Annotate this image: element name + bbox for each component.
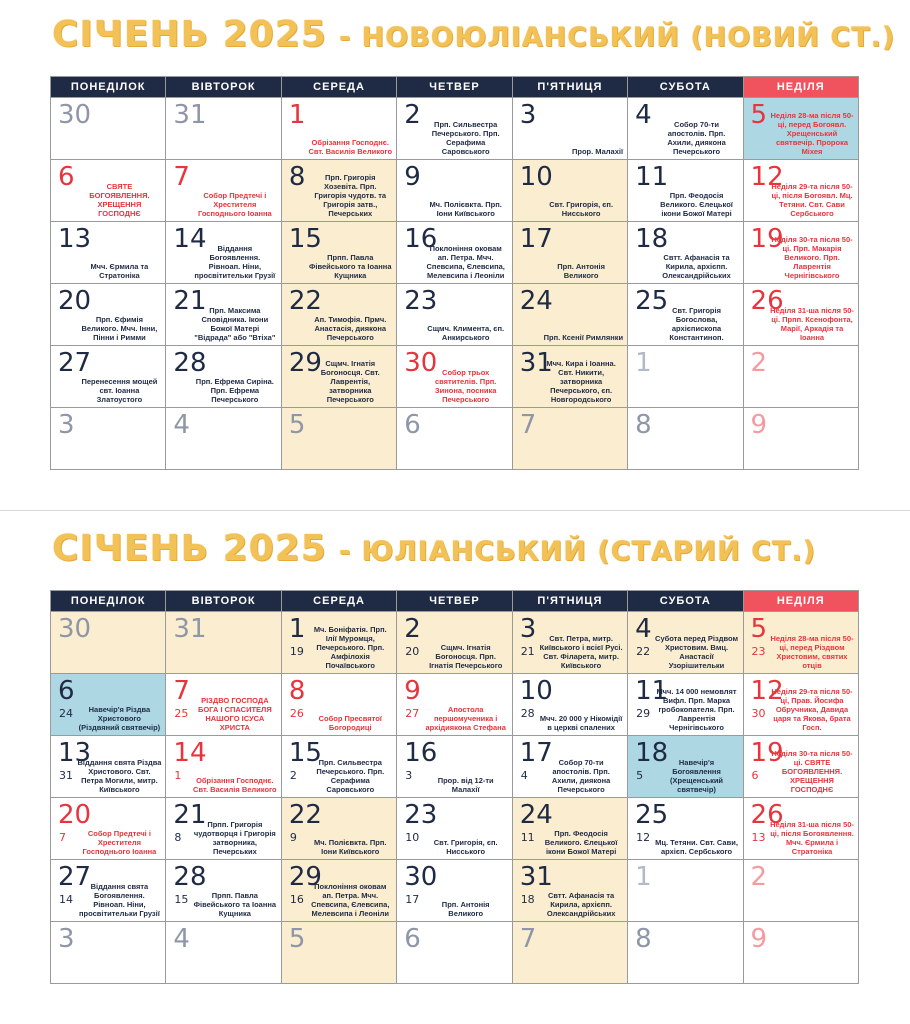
day-cell: [281, 612, 396, 674]
week-row: [51, 346, 859, 408]
day-commemoration: Мц. Тетяни. Свт. Сави, архієп. Сербського: [655, 838, 738, 856]
day-number: 6: [58, 676, 75, 706]
day-number: 11: [635, 676, 669, 706]
day-number: 2: [750, 862, 768, 892]
day-number: 2: [404, 614, 421, 644]
week-row: [51, 674, 859, 736]
day-number: 8: [288, 162, 306, 192]
day-cell: [166, 284, 281, 346]
day-number: 22: [288, 800, 322, 830]
day-commemoration: Навечір'я Різдва Христового (Різдвяний святвечір): [78, 705, 161, 732]
weekday-header: ЧЕТВЕР: [397, 77, 512, 98]
day-number: 26: [750, 800, 784, 830]
day-commemoration: Мчч. 20 000 у Нікомідії в церкві спалених: [539, 714, 623, 732]
day-cell: [281, 160, 396, 222]
weekday-header: ЧЕТВЕР: [397, 591, 512, 612]
day-commemoration: Собор Пресвятої Богородиці: [318, 714, 382, 732]
day-commemoration: Прпп. Павла Фівейського та Іоанна Кущника: [193, 891, 277, 918]
old-style-date: 31: [59, 769, 73, 782]
calendar-title-old-style: [52, 528, 816, 569]
week-row: [51, 98, 859, 160]
day-cell: [512, 160, 627, 222]
calendar-grid-new-style: [50, 76, 859, 470]
day-cell: [628, 98, 743, 160]
day-cell: [628, 860, 743, 922]
day-commemoration: Обрізання Господнє. Свт. Василія Великого: [308, 138, 393, 156]
day-commemoration: Віддання свята Богоявлення. Рівноап. Ніни, просвітительки Грузії: [78, 882, 160, 918]
day-commemoration: Неділя 30-та після 50-ці. Прп. Макарія Великого. Прп. Лаврентія Чернігівського: [771, 235, 853, 280]
week-row: [51, 222, 859, 284]
day-number: 27: [58, 348, 92, 378]
day-cell: [166, 736, 281, 798]
day-number: 27: [58, 862, 92, 892]
old-style-date: 3: [405, 769, 413, 782]
day-commemoration: Неділя 30-та після 50-ці. СВЯТЕ БОГОЯВЛЕННЯ. ХРЕЩЕННЯ ГОСПОДНЄ: [771, 749, 853, 794]
old-style-date: 17: [405, 893, 420, 906]
day-commemoration: Сщмч. Ігнатія Богоносця. Прп. Ігнатія Печерського: [429, 643, 503, 670]
day-number: 16: [404, 738, 438, 768]
day-number: 17: [519, 224, 553, 254]
day-number: 2: [404, 100, 421, 130]
day-cell: [743, 408, 858, 470]
day-commemoration: Перенесення мощей свт. Іоанна Златоустого: [81, 377, 158, 404]
day-commemoration: Віддання свята Різдва Христового. Свт. Петра Могили, митр. Київського: [77, 758, 162, 794]
old-style-date: 25: [174, 707, 189, 720]
day-number: 12: [750, 162, 784, 192]
day-number: 10: [519, 676, 553, 706]
day-number: 8: [635, 924, 652, 954]
day-number: 6: [404, 410, 421, 440]
day-commemoration: Субота перед Різдвом Христовим. Вмц. Анастасії Узорішительки: [655, 634, 739, 670]
day-number: 29: [288, 862, 322, 892]
day-number: 3: [519, 100, 537, 130]
old-style-date: 8: [174, 831, 182, 844]
day-commemoration: Мчч. 14 000 немовлят Вифл. Прп. Марка гробокопателя. Прп. Лаврентія Чернігівського: [656, 687, 737, 732]
day-number: 20: [58, 286, 92, 316]
day-cell: [166, 160, 281, 222]
day-number: 17: [519, 738, 553, 768]
calendar-grid-old-style: [50, 590, 859, 984]
week-row: [51, 408, 859, 470]
day-cell: [397, 98, 512, 160]
weekday-header: ПОНЕДІЛОК: [51, 77, 166, 98]
day-commemoration: Неділя 28-ма після 50-ці, перед Богоявл. Хрещенський святвечір. Пророка Міхея: [770, 111, 854, 156]
day-commemoration: Мч. Полієвкта. Прп. Іони Київського: [429, 200, 502, 218]
day-commemoration: Мч. Полієвкта. Прп. Іони Київського: [314, 838, 387, 856]
day-cell: [512, 736, 627, 798]
day-commemoration: Неділя 28-ма після 50-ці, перед Різдвом Христовим, святих отців: [770, 634, 854, 670]
title-month-year: СІЧЕНЬ 2025: [52, 528, 327, 569]
day-cell: [628, 922, 743, 984]
day-cell: [743, 922, 858, 984]
day-number: 9: [404, 676, 421, 706]
old-style-date: 7: [59, 831, 66, 844]
day-number: 1: [288, 100, 306, 130]
day-cell: [628, 284, 743, 346]
week-row: [51, 736, 859, 798]
day-commemoration: Прп. Феодосія Великого. Єлецької ікони Божої Матері: [544, 829, 618, 856]
day-commemoration: Прп. Ксенії Римлянки: [543, 333, 624, 342]
day-cell: [281, 408, 396, 470]
day-commemoration: Прпп. Григорія чудотворця і Григорія затворника, Печерських: [193, 820, 276, 856]
day-number: 26: [750, 286, 784, 316]
day-number: 16: [404, 224, 438, 254]
day-number: 7: [173, 162, 190, 192]
day-cell: [397, 798, 512, 860]
day-cell: [51, 922, 166, 984]
day-commemoration: Сщмч. Ігнатія Богоносця. Свт. Лаврентія, затворника Печерського: [320, 359, 380, 404]
day-commemoration: СВЯТЕ БОГОЯВЛЕННЯ. ХРЕЩЕННЯ ГОСПОДНЄ: [89, 182, 150, 218]
day-commemoration: Навечір'я Богоявлення (Хрещенський святвечір): [670, 758, 724, 794]
day-commemoration: Прп. Єфимія Великого. Мчч. Інни, Пінни і Римми: [81, 315, 158, 342]
day-cell: [281, 222, 396, 284]
day-commemoration: Мчч. Єрмила та Стратоніка: [90, 262, 149, 280]
week-row: [51, 798, 859, 860]
old-style-date: 5: [636, 769, 644, 782]
old-style-date: 16: [289, 893, 304, 906]
old-style-date: 26: [289, 707, 304, 720]
day-number: 30: [404, 862, 438, 892]
weekday-header: НЕДІЛЯ: [743, 77, 858, 98]
day-number: 1: [635, 348, 652, 378]
day-cell: [166, 98, 281, 160]
day-number: 31: [519, 862, 553, 892]
day-number: 6: [58, 162, 75, 192]
day-number: 14: [173, 738, 207, 768]
day-number: 25: [635, 286, 669, 316]
week-row: [51, 160, 859, 222]
day-cell: [51, 160, 166, 222]
day-number: 9: [750, 924, 768, 954]
week-row: [51, 284, 859, 346]
day-cell: [512, 408, 627, 470]
day-number: 1: [288, 614, 306, 644]
day-commemoration: Поклоніння оковам ап. Петра. Мчч. Спевсипа, Єлевсипа, Мелевсипа і Леоніли: [311, 882, 390, 918]
day-number: 25: [635, 800, 669, 830]
weekday-header: НЕДІЛЯ: [743, 591, 858, 612]
day-number: 6: [404, 924, 421, 954]
day-commemoration: Віддання Богоявлення. Рівноап. Ніни, просвітительки Грузії: [194, 244, 276, 280]
day-number: 18: [635, 738, 669, 768]
weekday-header: СЕРЕДА: [281, 77, 396, 98]
weekday-header: ВІВТОРОК: [166, 77, 281, 98]
day-commemoration: Апостола першомученика і архідиякона Стефана: [425, 705, 506, 732]
day-number: 4: [635, 100, 652, 130]
day-commemoration: РІЗДВО ГОСПОДА БОГА І СПАСИТЕЛЯ НАШОГО ІСУСА ХРИСТА: [197, 696, 272, 732]
day-cell: [743, 222, 858, 284]
day-cell: [743, 798, 858, 860]
day-number: 30: [404, 348, 438, 378]
day-commemoration: Прп. Сильвестра Печерського. Прп. Серафима Саровського: [316, 758, 385, 794]
week-row: [51, 922, 859, 984]
day-number: 30: [58, 100, 92, 130]
day-number: 21: [173, 286, 207, 316]
day-number: 28: [173, 862, 207, 892]
day-cell: [51, 222, 166, 284]
weekday-header-row: [51, 77, 859, 98]
day-number: 20: [58, 800, 92, 830]
day-cell: [743, 674, 858, 736]
day-commemoration: Прп. Григорія Хозевіта. Прп. Григорія чудотв. та Григорія затв., Печерських: [314, 173, 387, 218]
weekday-header-row: [51, 591, 859, 612]
day-cell: [281, 346, 396, 408]
day-cell: [397, 346, 512, 408]
day-cell: [166, 408, 281, 470]
old-style-date: 27: [405, 707, 420, 720]
day-commemoration: Свтт. Афанасія та Кирила, архієпп. Олександрійських: [546, 891, 616, 918]
day-cell: [743, 160, 858, 222]
week-row: [51, 860, 859, 922]
day-commemoration: Свт. Петра, митр. Київського і всієї Русі. Свт. Філарета, митр. Київського: [539, 634, 623, 670]
day-cell: [51, 860, 166, 922]
day-number: 5: [750, 614, 768, 644]
day-number: 15: [288, 224, 322, 254]
old-style-date: 10: [405, 831, 420, 844]
day-cell: [512, 798, 627, 860]
day-cell: [51, 798, 166, 860]
old-style-date: 1: [174, 769, 182, 782]
day-commemoration: Прпп. Павла Фівейського та Іоанна Кущника: [309, 253, 392, 280]
day-cell: [51, 284, 166, 346]
day-commemoration: Прп. Ефрема Сиріна. Прп. Ефрема Печерського: [195, 377, 274, 404]
day-cell: [628, 736, 743, 798]
day-cell: [512, 98, 627, 160]
old-style-date: 20: [405, 645, 420, 658]
weekday-header: П'ЯТНИЦЯ: [512, 591, 627, 612]
title-calendar-type: - НОВОЮЛІАНСЬКИЙ (НОВИЙ СТ.): [338, 22, 896, 53]
day-commemoration: Мч. Боніфатія. Прп. Ілії Муромця, Печерського. Прп. Амфілохія Почаївського: [313, 625, 387, 670]
day-cell: [397, 160, 512, 222]
day-commemoration: Прор. від 12-ти Малахії: [437, 776, 494, 794]
day-commemoration: Сщмч. Климента, єп. Анкирського: [427, 324, 505, 342]
day-number: 3: [58, 924, 75, 954]
day-number: 31: [173, 100, 207, 130]
week-row: [51, 612, 859, 674]
day-number: 21: [173, 800, 207, 830]
day-number: 11: [635, 162, 669, 192]
day-cell: [628, 798, 743, 860]
day-number: 2: [750, 348, 768, 378]
day-cell: [512, 346, 627, 408]
day-number: 13: [58, 224, 92, 254]
day-number: 5: [288, 924, 306, 954]
day-number: 12: [750, 676, 784, 706]
day-number: 3: [519, 614, 537, 644]
day-commemoration: Прп. Феодосія Великого. Єлецької ікони Божої Матері: [660, 191, 733, 218]
day-number: 15: [288, 738, 322, 768]
day-cell: [166, 922, 281, 984]
day-number: 24: [519, 286, 553, 316]
old-style-date: 2: [289, 769, 297, 782]
day-cell: [51, 346, 166, 408]
weekday-header: П'ЯТНИЦЯ: [512, 77, 627, 98]
day-number: 8: [635, 410, 652, 440]
day-commemoration: Неділя 31-ша після 50-ці, після Богоявлення. Мчч. Єрмила і Стратоніка: [770, 820, 854, 856]
day-cell: [743, 860, 858, 922]
day-commemoration: Прп. Максима Сповідника. Ікони Божої Матері "Відрада" або "Втіха": [194, 306, 276, 342]
day-commemoration: Прп. Антонія Великого: [441, 900, 490, 918]
day-cell: [397, 736, 512, 798]
day-commemoration: Собор Предтечі і Хрестителя Господнього Іоанна: [82, 829, 157, 856]
day-number: 13: [58, 738, 92, 768]
day-cell: [166, 346, 281, 408]
day-commemoration: Свт. Григорія, єп. Нисського: [433, 838, 498, 856]
old-style-date: 11: [520, 831, 535, 844]
day-cell: [281, 798, 396, 860]
day-cell: [397, 674, 512, 736]
day-cell: [743, 612, 858, 674]
day-number: 22: [288, 286, 322, 316]
calendar-title-new-style: [52, 14, 895, 55]
day-number: 1: [635, 862, 652, 892]
day-commemoration: Свт. Григорія Богослова, архієпископа Константиноп.: [669, 306, 724, 342]
day-commemoration: Неділя 29-та після 50-ці, після Богоявл. Мц. Тетяни. Свт. Сави Сербського: [771, 182, 853, 218]
day-cell: [512, 284, 627, 346]
day-cell: [281, 98, 396, 160]
day-number: 5: [288, 410, 306, 440]
day-cell: [512, 674, 627, 736]
day-commemoration: Свт. Григорія, єп. Нисського: [549, 200, 614, 218]
day-number: 31: [173, 614, 207, 644]
old-style-date: 19: [289, 645, 304, 658]
day-number: 31: [519, 348, 553, 378]
day-cell: [166, 860, 281, 922]
day-cell: [166, 612, 281, 674]
day-number: 5: [750, 100, 768, 130]
title-month-year: СІЧЕНЬ 2025: [52, 14, 327, 55]
day-cell: [512, 612, 627, 674]
day-commemoration: Поклоніння оковам ап. Петра. Мчч. Спевсипа, Єлевсипа, Мелевсипа і Леоніли: [426, 244, 505, 280]
old-style-date: 14: [59, 893, 73, 906]
day-cell: [51, 674, 166, 736]
weekday-header: ПОНЕДІЛОК: [51, 591, 166, 612]
day-cell: [397, 408, 512, 470]
day-cell: [743, 346, 858, 408]
day-commemoration: Прп. Сильвестра Печерського. Прп. Серафима Саровського: [431, 120, 500, 156]
day-number: 24: [519, 800, 553, 830]
day-number: 9: [750, 410, 768, 440]
old-style-date: 9: [289, 831, 297, 844]
day-cell: [281, 922, 396, 984]
old-style-date: 22: [636, 645, 651, 658]
day-commemoration: Мчч. Кира і Іоанна. Свт. Никити, затворника Печерського, єп. Новгородського: [546, 359, 616, 404]
day-cell: [166, 674, 281, 736]
day-number: 7: [519, 410, 537, 440]
day-cell: [743, 284, 858, 346]
day-commemoration: Прп. Антонія Великого: [557, 262, 605, 280]
old-style-date: 29: [636, 707, 651, 720]
day-number: 14: [173, 224, 207, 254]
day-cell: [51, 408, 166, 470]
day-number: 4: [173, 410, 190, 440]
day-cell: [628, 612, 743, 674]
day-number: 28: [173, 348, 207, 378]
old-style-date: 24: [59, 707, 73, 720]
old-style-date: 13: [751, 831, 766, 844]
day-commemoration: Неділя 31-ша після 50-ці. Прпп. Ксенофонта, Марії, Аркадія та Іоанна: [770, 306, 854, 342]
day-cell: [512, 222, 627, 284]
day-commemoration: Собор 70-ти апостолів. Прп. Ахили, диякона Печерського: [667, 120, 726, 156]
day-cell: [166, 798, 281, 860]
day-cell: [743, 98, 858, 160]
section-divider: [0, 510, 910, 511]
day-commemoration: Неділя 29-та після 50-ці, Прав. Йосифа Обручника, Давида царя та Якова, брата Госп.: [771, 687, 853, 732]
day-cell: [512, 860, 627, 922]
day-cell: [628, 346, 743, 408]
day-commemoration: Ап. Тимофія. Прмч. Анастасія, диякона Печерського: [314, 315, 387, 342]
day-number: 19: [750, 224, 784, 254]
old-style-date: 21: [520, 645, 535, 658]
day-cell: [51, 98, 166, 160]
old-style-date: 6: [751, 769, 759, 782]
old-style-date: 28: [520, 707, 535, 720]
day-cell: [281, 860, 396, 922]
day-commemoration: Собор трьох святителів. Прп. Зинона, посника Печерського: [434, 368, 497, 404]
day-cell: [512, 922, 627, 984]
day-number: 29: [288, 348, 322, 378]
day-commemoration: Прор. Малахії: [571, 147, 624, 156]
day-number: 7: [173, 676, 190, 706]
old-style-date: 15: [174, 893, 189, 906]
day-commemoration: Собор 70-ти апостолів. Прп. Ахили, диякона Печерського: [551, 758, 611, 794]
day-cell: [281, 736, 396, 798]
day-cell: [397, 860, 512, 922]
day-number: 4: [173, 924, 190, 954]
day-cell: [397, 612, 512, 674]
day-commemoration: Обрізання Господнє. Свт. Василія Великого: [193, 776, 277, 794]
day-number: 23: [404, 286, 438, 316]
day-cell: [743, 736, 858, 798]
weekday-header: СУБОТА: [628, 591, 743, 612]
day-cell: [397, 284, 512, 346]
day-number: 19: [750, 738, 784, 768]
weekday-header: СУБОТА: [628, 77, 743, 98]
day-cell: [51, 612, 166, 674]
day-cell: [397, 922, 512, 984]
old-style-date: 12: [636, 831, 651, 844]
old-style-date: 30: [751, 707, 766, 720]
day-number: 30: [58, 614, 92, 644]
day-commemoration: Свтт. Афанасія та Кирила, архієпп. Олександрійських: [662, 253, 731, 280]
day-cell: [51, 736, 166, 798]
day-number: 23: [404, 800, 438, 830]
weekday-header: ВІВТОРОК: [166, 591, 281, 612]
old-style-date: 4: [520, 769, 528, 782]
day-cell: [628, 222, 743, 284]
day-number: 18: [635, 224, 669, 254]
day-number: 7: [519, 924, 537, 954]
old-style-date: 18: [520, 893, 535, 906]
day-commemoration: Собор Предтечі і Хрестителя Господнього Іоанна: [197, 191, 272, 218]
day-cell: [628, 674, 743, 736]
old-style-date: 23: [751, 645, 766, 658]
day-cell: [281, 284, 396, 346]
weekday-header: СЕРЕДА: [281, 591, 396, 612]
title-calendar-type: - ЮЛІАНСЬКИЙ (СТАРИЙ СТ.): [338, 536, 816, 567]
day-cell: [628, 160, 743, 222]
day-number: 3: [58, 410, 75, 440]
day-number: 10: [519, 162, 553, 192]
day-number: 9: [404, 162, 421, 192]
day-cell: [397, 222, 512, 284]
day-number: 4: [635, 614, 652, 644]
day-cell: [628, 408, 743, 470]
day-number: 8: [288, 676, 306, 706]
day-cell: [166, 222, 281, 284]
day-cell: [281, 674, 396, 736]
